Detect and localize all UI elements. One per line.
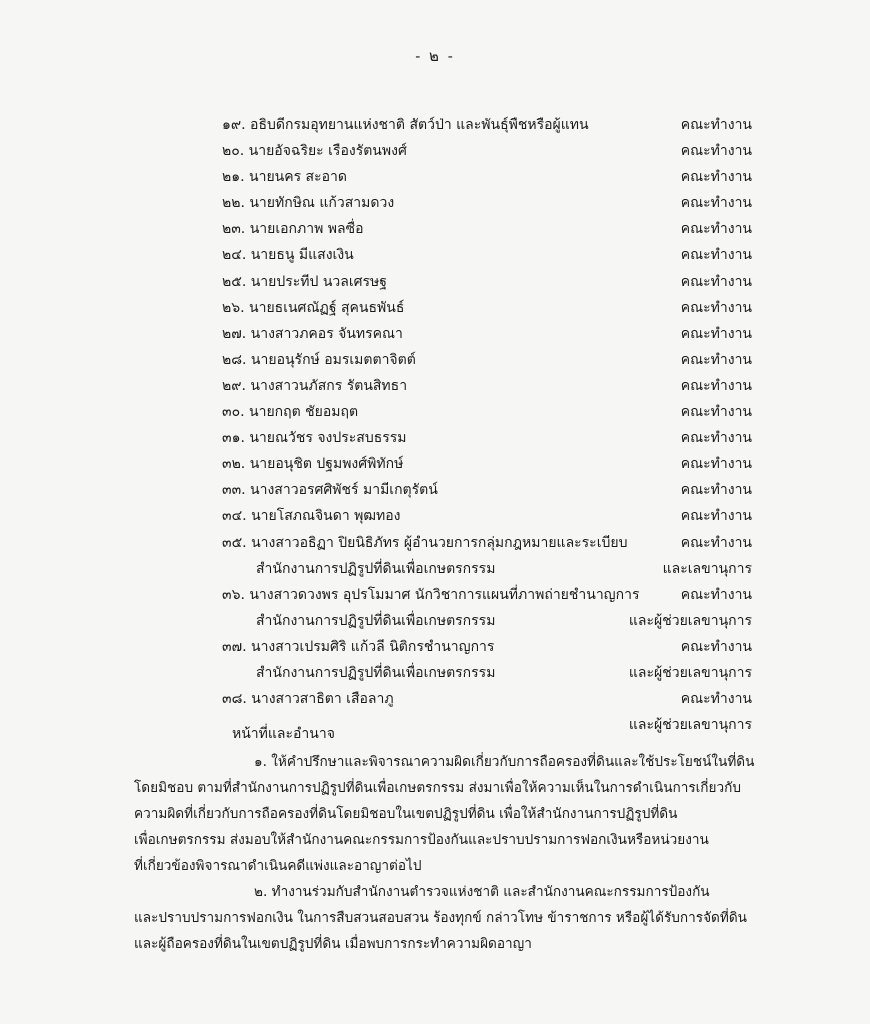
member-role: และผู้ช่วยเลขานุการ <box>628 612 752 629</box>
member-role: คณะทำงาน <box>680 117 752 133</box>
paragraph-line: และปราบปรามการฟอกเงิน ในการสืบสวนสอบสวน ร้องทุกข์ กล่าวโทษ ข้าราชการ หรือผู้ได้รับการจัดที่ดิน <box>134 910 747 926</box>
list-item <box>222 321 762 347</box>
duty-paragraph-1 <box>134 749 759 879</box>
paragraph-line: ความผิดที่เกี่ยวกับการถือครองที่ดินโดยมิชอบในเขตปฏิรูปที่ดิน เพื่อให้สำนักงานการปฏิรูปที่ดิน <box>134 806 678 822</box>
list-item <box>222 399 762 425</box>
member-name: ๑๙. อธิบดีกรมอุทยานแห่งชาติ สัตว์ป่า และพันธุ์พืชหรือผู้แทน <box>222 117 589 133</box>
member-role: คณะทำงาน <box>680 430 752 447</box>
list-item <box>222 660 762 686</box>
member-name: ๒๕. นายประทีป นวลเศรษฐ <box>222 273 388 290</box>
list-item <box>222 138 762 164</box>
member-role: และผู้ช่วยเลขานุการ <box>628 717 752 734</box>
list-item <box>222 503 762 529</box>
member-role: คณะทำงาน <box>680 325 752 342</box>
member-name: ๒๔. นายธนู มีแสงเงิน <box>222 247 354 264</box>
list-item <box>222 269 762 295</box>
list-item <box>222 347 762 373</box>
list-item <box>222 425 762 451</box>
member-affiliation: สำนักงานการปฏิรูปที่ดินเพื่อเกษตรกรรม <box>256 664 496 681</box>
list-item <box>222 216 762 242</box>
member-name: ๓๖. นางสาวดวงพร อุปรโมมาศ นักวิชาการแผนที่ภาพถ่ายชำนาญการ <box>222 586 640 603</box>
list-item <box>222 634 762 660</box>
member-name: ๓๓. นางสาวอรศศิพัชร์ มามีเกตุรัตน์ <box>222 482 438 499</box>
duties-heading: หน้าที่และอำนาจ <box>232 726 335 742</box>
list-item <box>222 451 762 477</box>
member-name: ๓๐. นายกฤต ชัยอมฤต <box>222 404 359 421</box>
member-role: คณะทำงาน <box>680 273 752 290</box>
member-role: และผู้ช่วยเลขานุการ <box>628 664 752 681</box>
member-role: คณะทำงาน <box>680 299 752 316</box>
member-role: คณะทำงาน <box>680 221 752 238</box>
member-role: คณะทำงาน <box>680 691 752 708</box>
list-item <box>222 164 762 190</box>
member-role: คณะทำงาน <box>680 169 752 186</box>
member-name: ๒๖. นายธเนศณัฏฐ์ สุคนธพันธ์ <box>222 299 405 316</box>
member-name: ๒๗. นางสาวภคอร จันทรคณา <box>222 325 403 342</box>
member-role: คณะทำงาน <box>680 351 752 368</box>
member-role: คณะทำงาน <box>680 247 752 264</box>
member-role: คณะทำงาน <box>680 143 752 160</box>
member-name: ๒๑. นายนคร สะอาด <box>222 169 347 186</box>
paragraph-line: ที่เกี่ยวข้องพิจารณาดำเนินคดีแพ่งและอาญาต่อไป <box>134 858 422 874</box>
paragraph-line: โดยมิชอบ ตามที่สำนักงานการปฏิรูปที่ดินเพื่อเกษตรกรรม ส่งมาเพื่อให้ความเห็นในการดำเนินการเกี่ยวกับ <box>134 780 741 796</box>
member-name: ๒๒. นายทักษิณ แก้วสามดวง <box>222 195 395 212</box>
page-number: - ๒ - <box>415 47 455 65</box>
member-role: คณะทำงาน <box>680 456 752 473</box>
list-item <box>222 556 762 582</box>
member-affiliation: สำนักงานการปฏิรูปที่ดินเพื่อเกษตรกรรม <box>256 560 496 577</box>
list-item <box>222 477 762 503</box>
member-name: ๓๕. นางสาวอธิฏา ปิยนิธิภัทร ผู้อำนวยการกลุ่มกฎหมายและระเบียบ <box>222 534 628 551</box>
member-role: คณะทำงาน <box>680 534 752 551</box>
member-role: คณะทำงาน <box>680 404 752 421</box>
member-role: คณะทำงาน <box>680 377 752 394</box>
member-list <box>222 112 762 738</box>
member-role: คณะทำงาน <box>680 586 752 603</box>
list-item <box>222 295 762 321</box>
list-item <box>222 112 762 138</box>
member-name: ๒๙. นางสาวนภัสกร รัตนสิทธา <box>222 377 408 394</box>
member-name: ๓๑. นายณวัชร จงประสบธรรม <box>222 430 407 447</box>
list-item <box>222 190 762 216</box>
list-item <box>222 608 762 634</box>
member-role: คณะทำงาน <box>680 482 752 499</box>
paragraph-line: และผู้ถือครองที่ดินในเขตปฏิรูปที่ดิน เมื่อพบการกระทำความผิดอาญา <box>134 936 532 952</box>
member-role: และเลขานุการ <box>662 560 752 577</box>
list-item <box>222 373 762 399</box>
member-role: คณะทำงาน <box>680 638 752 655</box>
list-item <box>222 686 762 712</box>
member-affiliation: สำนักงานการปฏิรูปที่ดินเพื่อเกษตรกรรม <box>256 612 496 629</box>
member-name: ๓๔. นายโสภณจินดา พุฒทอง <box>222 508 401 525</box>
paragraph-line: ๑. ให้คำปรึกษาและพิจารณาความผิดเกี่ยวกับการถือครองที่ดินและใช้ประโยชน์ในที่ดิน <box>254 754 755 770</box>
list-item <box>222 242 762 268</box>
member-name: ๓๘. นางสาวสาธิตา เสือลาภู <box>222 691 394 708</box>
list-item <box>222 582 762 608</box>
member-role: คณะทำงาน <box>680 508 752 525</box>
member-name: ๒๐. นายอัจฉริยะ เรืองรัตนพงศ์ <box>222 143 407 160</box>
member-name: ๒๘. นายอนุรักษ์ อมรเมตตาจิตต์ <box>222 351 416 368</box>
member-role: คณะทำงาน <box>680 195 752 212</box>
member-name: ๒๓. นายเอกภาพ พลซื่อ <box>222 221 364 238</box>
member-name: ๓๒. นายอนุชิต ปฐมพงศ์พิทักษ์ <box>222 456 404 473</box>
member-name: ๓๗. นางสาวเปรมศิริ แก้วลี นิติกรชำนาญการ <box>222 638 495 655</box>
list-item <box>222 530 762 556</box>
paragraph-line: ๒. ทำงานร่วมกับสำนักงานตำรวจแห่งชาติ และสำนักงานคณะกรรมการป้องกัน <box>254 884 710 900</box>
paragraph-line: เพื่อเกษตรกรรม ส่งมอบให้สำนักงานคณะกรรมการป้องกันและปราบปรามการฟอกเงินหรือหน่วยงาน <box>134 832 709 848</box>
duty-paragraph-2 <box>134 879 759 957</box>
